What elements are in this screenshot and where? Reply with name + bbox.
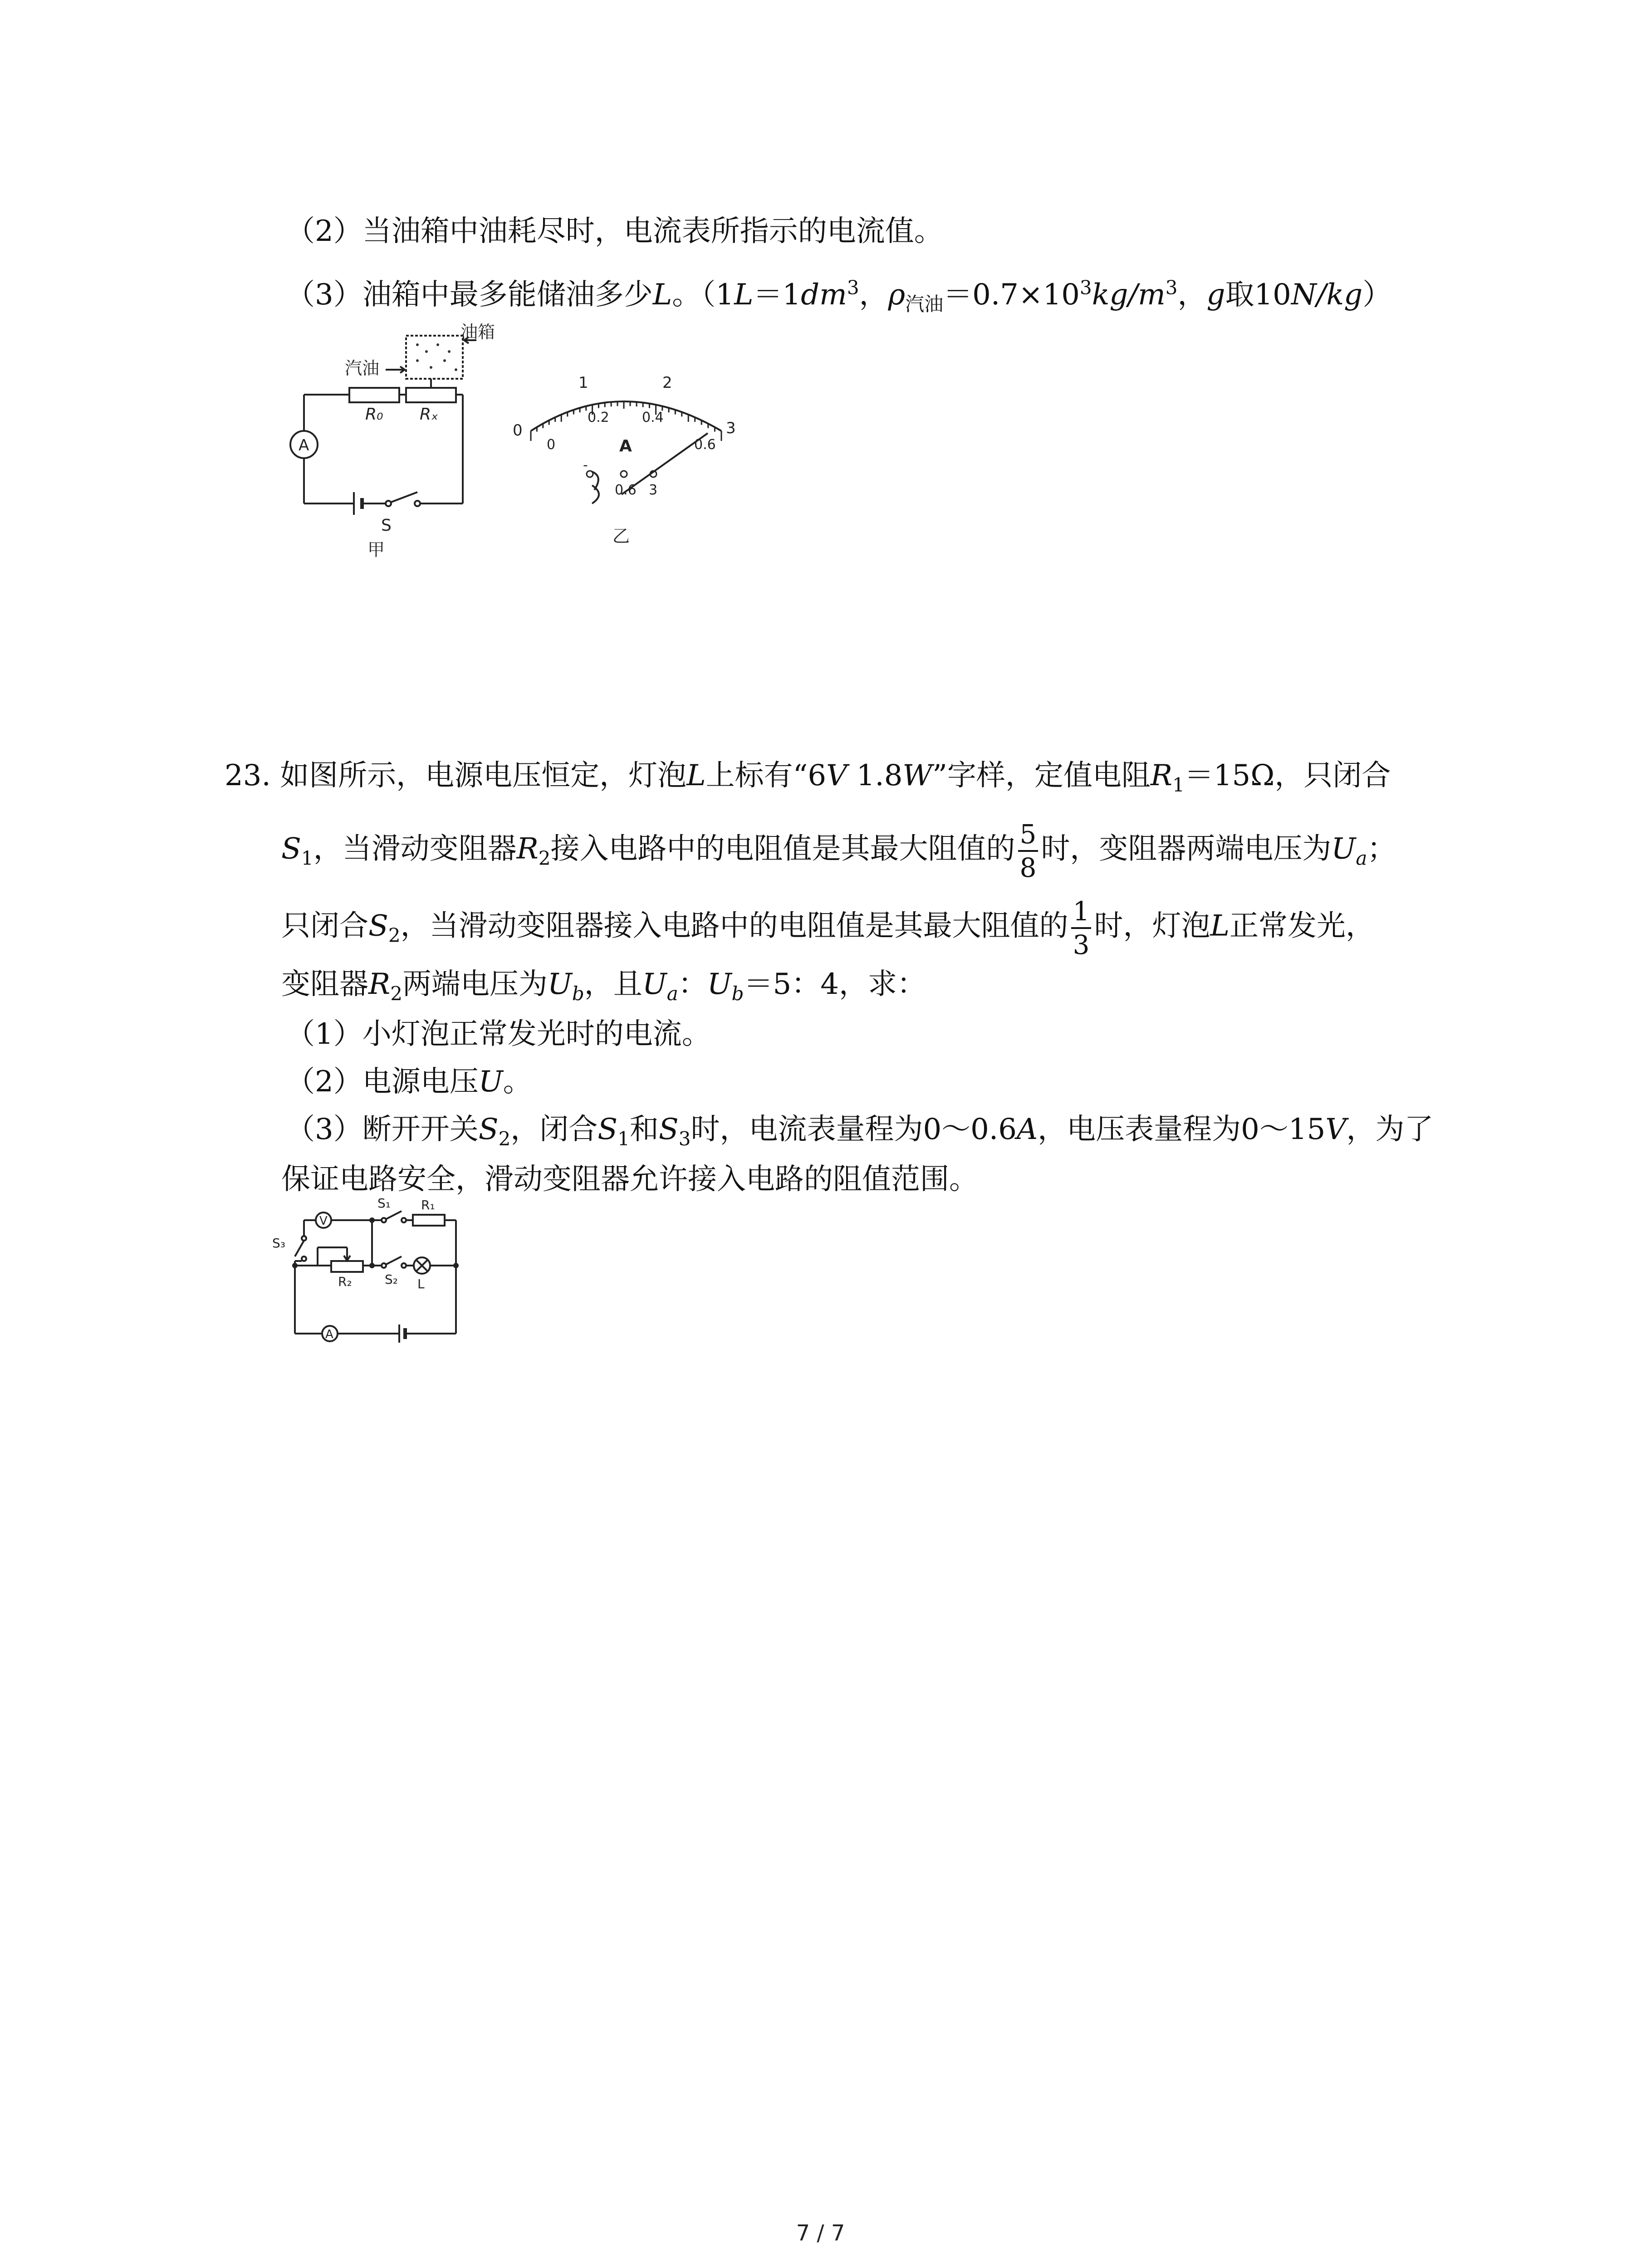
inner-tick-0: 0 bbox=[547, 437, 556, 453]
terminal-neg: - bbox=[583, 457, 588, 473]
figure-q23-circuit bbox=[272, 1198, 463, 1343]
label-s2: S₂ bbox=[385, 1272, 398, 1287]
inner-tick-06: 0.6 bbox=[694, 437, 716, 453]
label-switch: S bbox=[381, 516, 392, 535]
caption-jia: 甲 bbox=[367, 540, 385, 560]
q22-part2: （2）当油箱中油耗尽时，电流表所指示的电流值。 bbox=[286, 215, 943, 248]
terminal-3: 3 bbox=[649, 482, 658, 498]
label-s1: S₁ bbox=[377, 1196, 391, 1211]
outer-tick-2: 2 bbox=[662, 374, 672, 392]
label-lamp: L bbox=[417, 1276, 425, 1291]
label-s3: S₃ bbox=[272, 1236, 285, 1251]
inner-tick-02: 0.2 bbox=[588, 410, 609, 425]
caption-yi: 乙 bbox=[612, 526, 630, 546]
q22-part3: （3）油箱中最多能储油多少L。（$1L=1dm^3$，$\rho_{汽油}=0.7\times 10^3kg/m^3$，g取10N/kg） bbox=[286, 276, 1392, 315]
outer-tick-0: 0 bbox=[513, 421, 523, 440]
page-number: 7 / 7 bbox=[796, 2220, 845, 2246]
q23-part3: （3）断开开关$S_2$，闭合$S_1$和$S_3$时，电流表量程为0～0.6A，电压表量程为0～15V，为了 bbox=[286, 1113, 1434, 1150]
label-rx: Rₓ bbox=[420, 405, 438, 424]
fraction-5-8: $\frac{5}{8}$ bbox=[1018, 821, 1038, 881]
q23-line3: 只闭合$S_2$，当滑动变阻器接入电路中的电阻值是其最大阻值的 $\frac{1}{3}$ 时，灯泡L正常发光， bbox=[281, 896, 1375, 960]
outer-tick-1: 1 bbox=[578, 374, 588, 392]
dial-unit: A bbox=[619, 437, 632, 455]
ammeter-symbol-q23: A bbox=[325, 1328, 333, 1341]
figure-jia-oil-gauge-circuit bbox=[281, 322, 495, 562]
q23-line4: 变阻器$R_2$两端电压为$U_b$，且$U_a$：$U_b=5$：4，求： bbox=[281, 968, 926, 1005]
label-r1: R₁ bbox=[421, 1198, 435, 1212]
q23-line1: 23. 如图所示，电源电压恒定，灯泡L上标有“6V 1.8W”字样，定值电阻$R_1=15\Omega$，只闭合 bbox=[225, 759, 1391, 796]
label-r2: R₂ bbox=[338, 1274, 352, 1289]
q23-part3-cont: 保证电路安全，滑动变阻器允许接入电路的阻值范围。 bbox=[281, 1163, 978, 1196]
fraction-1-3: $\frac{1}{3}$ bbox=[1071, 898, 1092, 958]
q23-part1: （1）小灯泡正常发光时的电流。 bbox=[286, 1017, 711, 1051]
terminal-06: 0.6 bbox=[615, 482, 637, 498]
figure-yi-ammeter-dial bbox=[504, 358, 758, 567]
label-oil: 汽油 bbox=[345, 358, 380, 378]
voltmeter-symbol: V bbox=[319, 1214, 328, 1228]
label-r0: R₀ bbox=[365, 405, 383, 424]
label-tank: 油箱 bbox=[460, 322, 495, 342]
ammeter-symbol: A bbox=[299, 436, 309, 455]
outer-tick-3: 3 bbox=[726, 419, 736, 437]
inner-tick-04: 0.4 bbox=[642, 410, 664, 425]
q23-part2: （2）电源电压U。 bbox=[286, 1065, 532, 1099]
q23-line2: $S_1$，当滑动变阻器$R_2$接入电路中的电阻值是其最大阻值的 $\frac{5}{8}$ 时，变阻器两端电压为$U_a$； bbox=[281, 819, 1396, 883]
